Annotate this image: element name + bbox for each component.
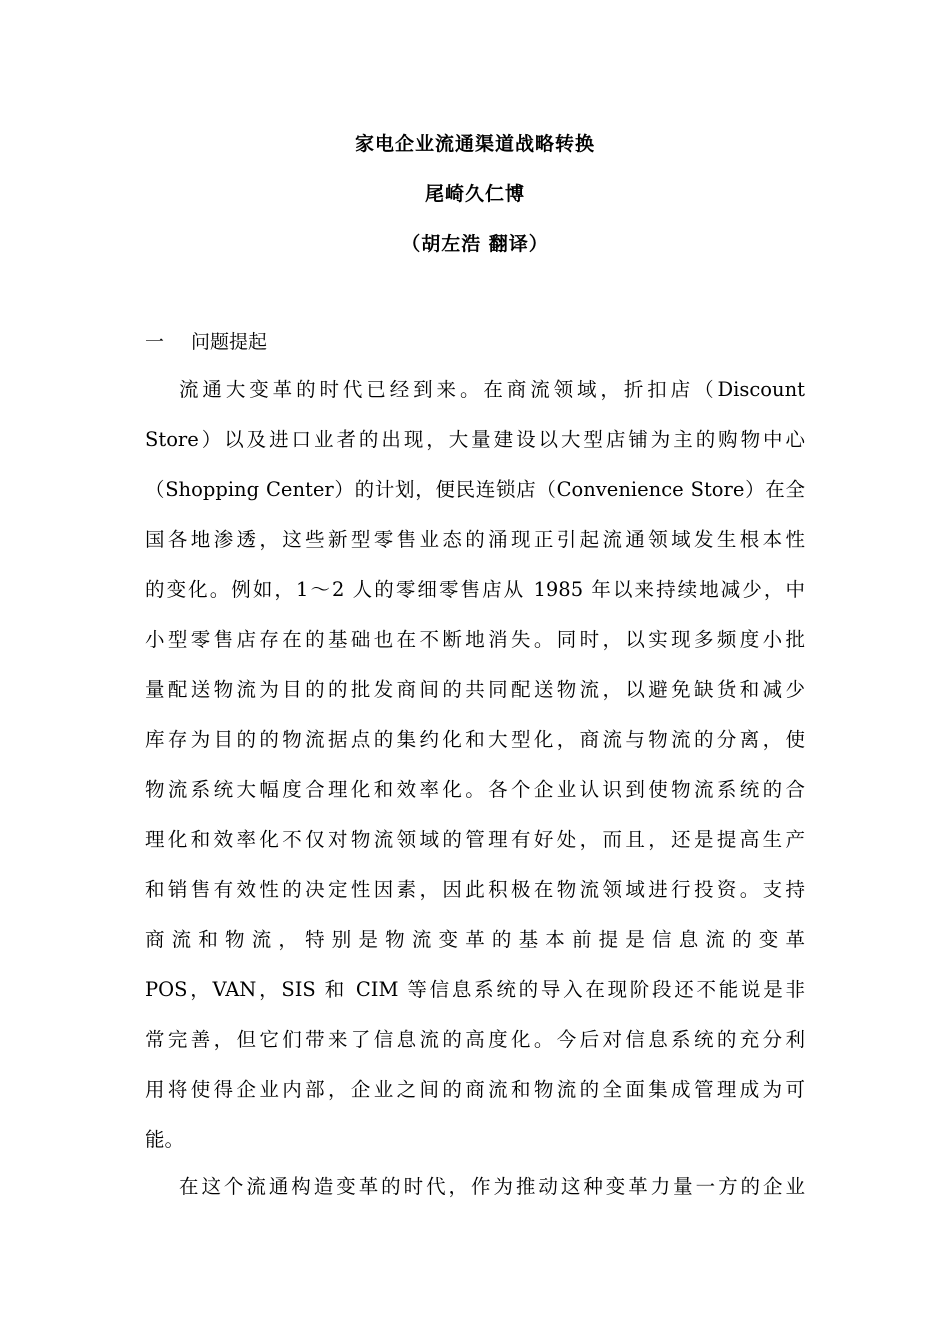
section-heading [145,327,267,354]
paragraph-line: 流通大变革的时代已经到来。在商流领域，折扣店（Discount [179,378,805,401]
paragraph-line: 在这个流通构造变革的时代，作为推动这种变革力量一方的企业 [179,1175,805,1198]
paragraph-line: 能。 [145,1128,185,1151]
paragraph-line: 物流系统大幅度合理化和效率化。各个企业认识到使物流系统的合 [145,778,805,801]
document-title: 家电企业流通渠道战略转换 [354,133,595,155]
paragraph-line: POS，VAN，SIS 和 CIM 等信息系统的导入在现阶段还不能说是非 [145,978,805,1001]
paragraph-line: 国各地渗透，这些新型零售业态的涌现正引起流通领域发生根本性 [145,528,805,551]
section-number: 一 [145,331,165,353]
paragraph-line: 和销售有效性的决定性因素，因此积极在物流领域进行投资。支持 [145,878,805,901]
translator-credit: （胡左浩 翻译） [401,233,549,255]
paragraph-line: 常完善，但它们带来了信息流的高度化。今后对信息系统的充分利 [145,1028,805,1051]
paragraph-line: 库存为目的的物流据点的集约化和大型化，商流与物流的分离，使 [145,728,805,751]
paragraph-2 [145,1162,805,1212]
paragraph-line: 用将使得企业内部，企业之间的商流和物流的全面集成管理成为可 [145,1078,805,1101]
paragraph-line: 理化和效率化不仅对物流领域的管理有好处，而且，还是提高生产 [145,828,805,851]
paragraph-line: （Shopping Center）的计划，便民连锁店（Convenience Store）在全 [145,478,805,501]
paragraph-line: 商流和物流，特别是物流变革的基本前提是信息流的变革 [145,928,805,951]
paragraph-line: 量配送物流为目的的批发商间的共同配送物流，以避免缺货和减少 [145,678,805,701]
paragraph-line: 小型零售店存在的基础也在不断地消失。同时，以实现多频度小批 [145,628,805,651]
author-name: 尾崎久仁博 [424,183,525,205]
section-title: 问题提起 [191,331,268,353]
paragraph-line: Store）以及进口业者的出现，大量建设以大型店铺为主的购物中心 [145,428,805,451]
paragraph-1 [145,365,805,1165]
paragraph-line: 的变化。例如，1～2 人的零细零售店从 1985 年以来持续地减少，中 [145,578,805,601]
